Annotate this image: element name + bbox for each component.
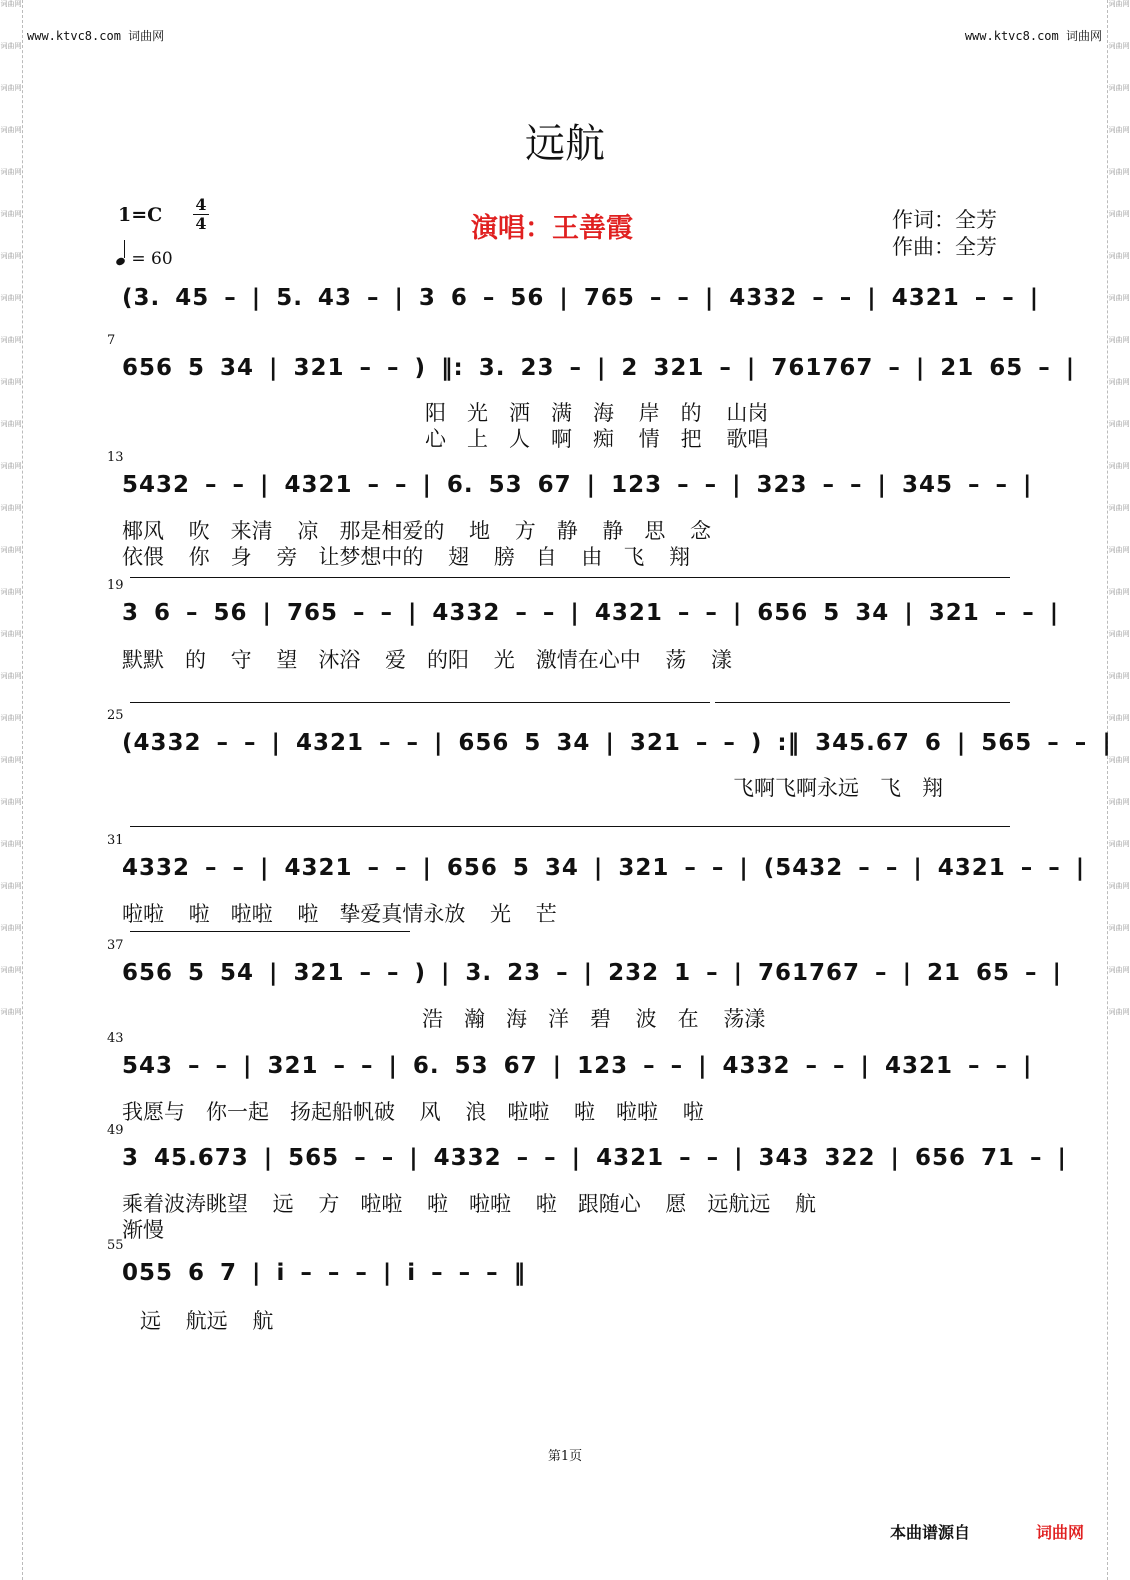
lyric-line: 默默 的 守 望 沐浴 爱 的阳 光 激情在心中 荡 漾 [122,648,733,672]
measure-number: 7 [107,333,116,348]
singer-credit: 演唱：王善霞 [471,213,633,244]
measure-number: 43 [107,1031,124,1046]
lyric-line: 远 航远 航 [140,1309,274,1333]
source-site-link[interactable]: 词曲网 [1036,1523,1085,1542]
header-url-left[interactable]: www.ktvc8.com 词曲网 [27,29,165,43]
notation-row: (3. 45 – | 5. 43 – | 3 6 – 56 | 765 – – | 4332 – – | 4321 – – | [122,285,1040,311]
volta-bracket-line [130,702,710,703]
volta-bracket-line [130,931,410,932]
measure-number: 31 [107,833,124,848]
lyric-line: 渐慢 [122,1218,164,1242]
time-signature: 4 4 [193,196,209,233]
lyric-line: 心 上 人 啊 痴 情 把 歌唱 [425,427,769,451]
lyric-line: 依偎 你 身 旁 让梦想中的 翅 膀 自 由 飞 翔 [122,545,691,569]
header-url-right[interactable]: www.ktvc8.com 词曲网 [964,29,1102,43]
lyric-line: 浩 瀚 海 洋 碧 波 在 荡漾 [422,1007,766,1031]
notation-row: 5432 – – | 4321 – – | 6. 53 67 | 123 – – | 323 – – | 345 – – | [122,472,1033,498]
volta-bracket-line [130,577,1010,578]
composer-credit: 作曲：全芳 [892,235,997,259]
left-watermark-strip: 词曲网 词曲网 词曲网 词曲网 词曲网 词曲网 词曲网 词曲网 词曲网 词曲网 词曲网 词曲网 词曲网 词曲网 词曲网 词曲网 词曲网 词曲网 词曲网 词曲网 词曲网 词曲网 词曲网 词曲网 词曲网 [0,0,23,1580]
lyric-line: 乘着波涛眺望 远 方 啦啦 啦 啦啦 啦 跟随心 愿 远航远 航 [122,1192,817,1216]
measure-number: 49 [107,1123,124,1138]
lyric-line: 椰风 吹 来清 凉 那是相爱的 地 方 静 静 思 念 [122,519,712,543]
measure-number: 37 [107,938,124,953]
notation-row: 3 45.673 | 565 – – | 4332 – – | 4321 – – | 343 322 | 656 71 – | [122,1145,1067,1171]
key-signature: 1=C [118,204,163,226]
lyric-line: 啦啦 啦 啦啦 啦 挚爱真情永放 光 芒 [122,902,557,926]
measure-number: 25 [107,708,124,723]
volta-bracket-line [715,702,1010,703]
notation-row: 4332 – – | 4321 – – | 656 5 34 | 321 – – | (5432 – – | 4321 – – | [122,855,1086,881]
measure-number: 13 [107,450,124,465]
lyric-line: 我愿与 你一起 扬起船帆破 风 浪 啦啦 啦 啦啦 啦 [122,1100,704,1124]
lyricist-credit: 作词：全芳 [892,208,997,232]
page-number: 第1页 [547,1449,583,1464]
notation-row: 656 5 34 | 321 – – ) ‖: 3. 23 – | 2 321 – | 761767 – | 21 65 – | [122,355,1076,381]
notation-row: (4332 – – | 4321 – – | 656 5 34 | 321 – – ) :‖ 345.67 6 | 565 – – | [122,730,1112,756]
right-watermark-strip: 词曲网 词曲网 词曲网 词曲网 词曲网 词曲网 词曲网 词曲网 词曲网 词曲网 词曲网 词曲网 词曲网 词曲网 词曲网 词曲网 词曲网 词曲网 词曲网 词曲网 词曲网 词曲网 词曲网 词曲网 词曲网 [1107,0,1130,1580]
song-title: 远航 [525,121,605,167]
notation-row: 055 6 7 | i – – – | i – – – ‖ [122,1260,527,1286]
measure-number: 19 [107,578,124,593]
source-label: 本曲谱源自 [890,1523,971,1542]
volta-bracket-line [130,826,1010,827]
notation-row: 3 6 – 56 | 765 – – | 4332 – – | 4321 – – | 656 5 34 | 321 – – | [122,600,1060,626]
notation-row: 543 – – | 321 – – | 6. 53 67 | 123 – – | 4332 – – | 4321 – – | [122,1053,1033,1079]
measure-number: 55 [107,1238,124,1253]
tempo-marking: = 60 [116,246,173,269]
lyric-line: 飞啊飞啊永远 飞 翔 [733,776,943,800]
notation-row: 656 5 54 | 321 – – ) | 3. 23 – | 232 1 – | 761767 – | 21 65 – | [122,960,1062,986]
lyric-line: 阳 光 洒 满 海 岸 的 山岗 [425,401,769,425]
